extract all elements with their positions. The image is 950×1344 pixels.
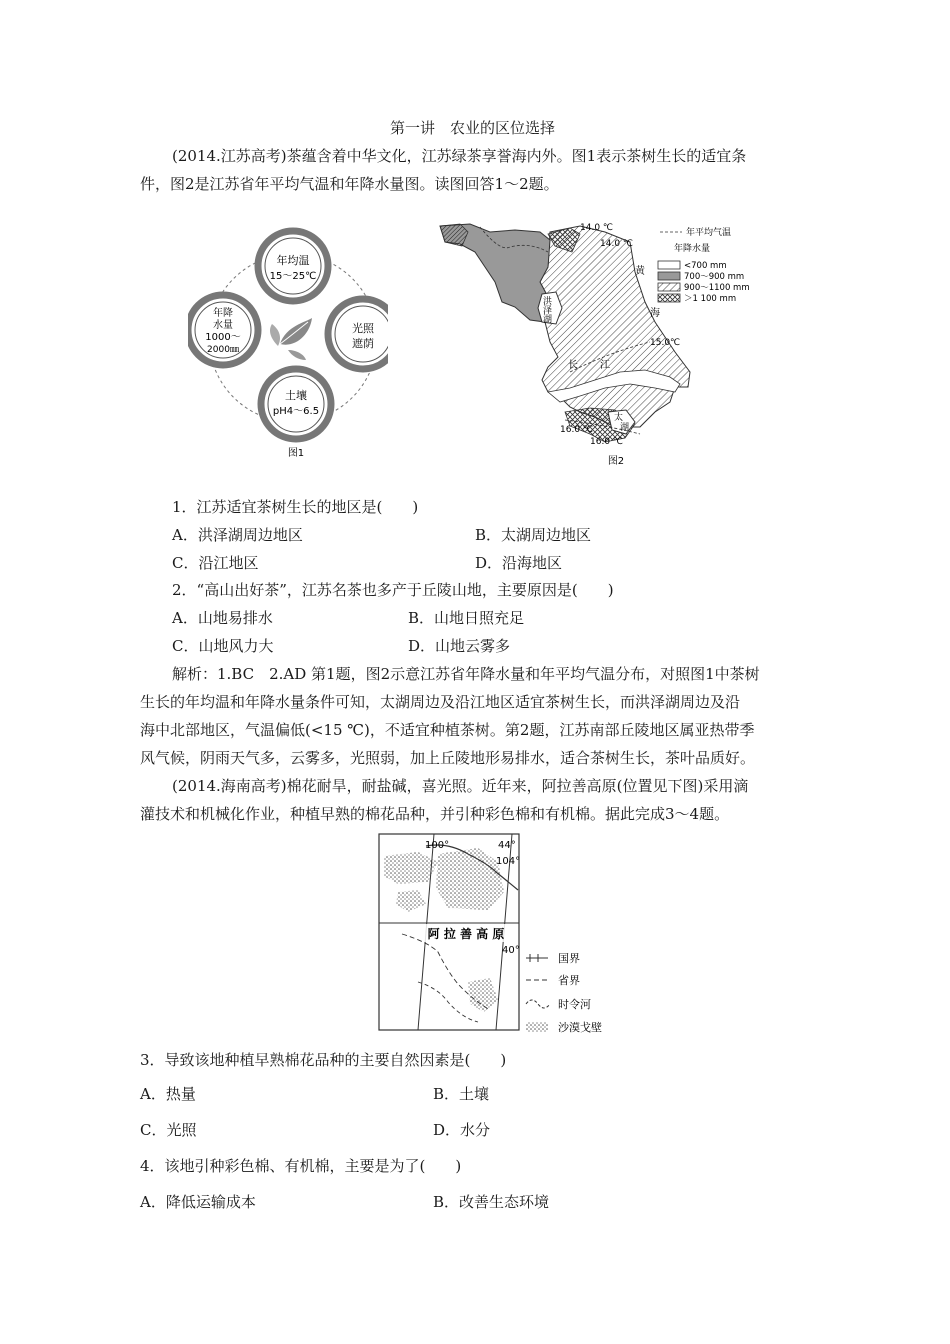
- fig1-temp-value: 15～25℃: [269, 271, 317, 282]
- q1-option-c[interactable]: C．沿江地区: [172, 554, 259, 572]
- fig3-lon-100: 100°: [425, 840, 450, 851]
- fig3-lon-104: 104°: [496, 856, 521, 867]
- map-temp-14b: 14.0 ℃: [600, 239, 634, 249]
- page-title: 第一讲 农业的区位选择: [390, 119, 556, 137]
- map-label-jiang: 江: [600, 360, 610, 371]
- analysis-line-3: 海中北部地区，气温偏低(<15 ℃)，不适宜种植茶树。第2题，江苏南部丘陵地区属亚热带季: [140, 721, 755, 739]
- fig1-temp-label: 年均温: [276, 254, 310, 267]
- tea-leaf-icon: [270, 318, 312, 360]
- intro2-line-2: 灌技术和机械化作业，种植早熟的棉花品种，并引种彩色棉和有机棉。据此完成3～4题。: [140, 805, 730, 823]
- q4-stem: 4．该地引种彩色棉、有机棉，主要是为了( ): [140, 1157, 462, 1175]
- legend-rain-title: 年降水量: [674, 244, 711, 254]
- fig1-rain-value-1: 1000～: [205, 332, 241, 343]
- q2-option-a[interactable]: A．山地易排水: [172, 609, 273, 627]
- map-label-hu: 湖: [543, 315, 553, 325]
- fig1-rain-label-2: 水量: [213, 320, 233, 331]
- map-label-ze: 泽: [543, 306, 553, 316]
- q2-option-c[interactable]: C．山地风力大: [172, 637, 274, 655]
- map-label-hai: 海: [650, 308, 660, 319]
- q2-option-b[interactable]: B．山地日照充足: [408, 609, 525, 627]
- fig1-rain-value-2: 2000㎜: [207, 345, 239, 355]
- fig3-legend-river: 时令河: [558, 998, 591, 1011]
- fig1-caption: 图1: [287, 448, 305, 459]
- map-label-huang: 黄: [635, 266, 645, 277]
- legend-rain-1: <700 mm: [684, 261, 727, 271]
- map-label-chang: 长: [568, 360, 578, 371]
- q1-stem: 1．江苏适宜茶树生长的地区是( ): [172, 498, 419, 516]
- legend-rain-3: 900～1100 mm: [684, 283, 750, 293]
- analysis-line-1: 解析：1.BC 2.AD 第1题，图2示意江苏省年降水量和年平均气温分布，对照图1中茶树: [172, 665, 760, 683]
- intro-line-1: (2014.江苏高考)茶蕴含着中华文化，江苏绿茶享誉海内外。图1表示茶树生长的适宜条: [172, 147, 747, 165]
- fig3-legend-province: 省界: [558, 974, 580, 987]
- figure-1-tea-conditions: [188, 226, 388, 462]
- map-temp-15: 15.0℃: [650, 338, 681, 348]
- fig3-lat-44: 44°: [498, 840, 516, 851]
- fig3-lat-40: 40°: [502, 945, 520, 956]
- map-label-tai: 太: [614, 413, 624, 423]
- legend-temp-line: 年平均气温: [686, 228, 732, 238]
- fig3-legend-border: 国界: [558, 952, 580, 965]
- q1-option-b[interactable]: B．太湖周边地区: [475, 526, 592, 544]
- q1-option-d[interactable]: D．沿海地区: [475, 554, 563, 572]
- q1-option-a[interactable]: A．洪泽湖周边地区: [172, 526, 303, 544]
- fig1-rain-label-1: 年降: [213, 308, 233, 319]
- figure-3-alxa-map: [378, 832, 628, 1038]
- intro-line-2: 件，图2是江苏省年平均气温和年降水量图。读图回答1～2题。: [140, 175, 559, 193]
- fig1-light-value: 遮荫: [352, 337, 374, 350]
- analysis-line-2: 生长的年均温和年降水量条件可知，太湖周边及沿江地区适宜茶树生长，而洪泽湖周边及沿: [140, 693, 741, 711]
- fig1-light-label: 光照: [352, 322, 374, 335]
- q3-option-b[interactable]: B．土壤: [433, 1085, 490, 1103]
- q4-option-a[interactable]: A．降低运输成本: [140, 1193, 256, 1211]
- fig3-plateau-name: 阿 拉 善 高 原: [427, 927, 505, 941]
- fig1-soil-value: pH4～6.5: [272, 406, 320, 417]
- q2-stem: 2．“高山出好茶”，江苏名茶也多产于丘陵山地，主要原因是( ): [172, 581, 614, 599]
- map-temp-16b: 16.0 ℃: [590, 437, 624, 447]
- map-label-hu2: 湖: [620, 423, 630, 433]
- fig2-caption: 图2: [607, 456, 625, 467]
- q3-option-a[interactable]: A．热量: [140, 1085, 196, 1103]
- q4-option-b[interactable]: B．改善生态环境: [433, 1193, 550, 1211]
- legend-rain-2: 700～900 mm: [684, 272, 745, 282]
- map-label-hong: 洪: [543, 297, 553, 307]
- q3-stem: 3．导致该地种植早熟棉花品种的主要自然因素是( ): [140, 1051, 507, 1069]
- fig3-legend-desert: 沙漠戈壁: [558, 1021, 602, 1034]
- legend-rain-4: ＞1 100 mm: [684, 294, 737, 304]
- q3-option-c[interactable]: C．光照: [140, 1121, 197, 1139]
- analysis-line-4: 风气候，阴雨天气多，云雾多，光照弱，加上丘陵地形易排水，适合茶树生长，茶叶品质好。: [140, 749, 756, 767]
- figure-2-jiangsu-map: [430, 212, 770, 474]
- intro2-line-1: (2014.海南高考)棉花耐旱，耐盐碱，喜光照。近年来，阿拉善高原(位置见下图)采用滴: [172, 777, 749, 795]
- map-temp-14a: 14.0 ℃: [580, 223, 614, 233]
- q3-option-d[interactable]: D．水分: [433, 1121, 491, 1139]
- q2-option-d[interactable]: D．山地云雾多: [408, 637, 511, 655]
- map-temp-16a: 16.0 ℃: [560, 425, 594, 435]
- fig1-soil-label: 土壤: [285, 389, 307, 402]
